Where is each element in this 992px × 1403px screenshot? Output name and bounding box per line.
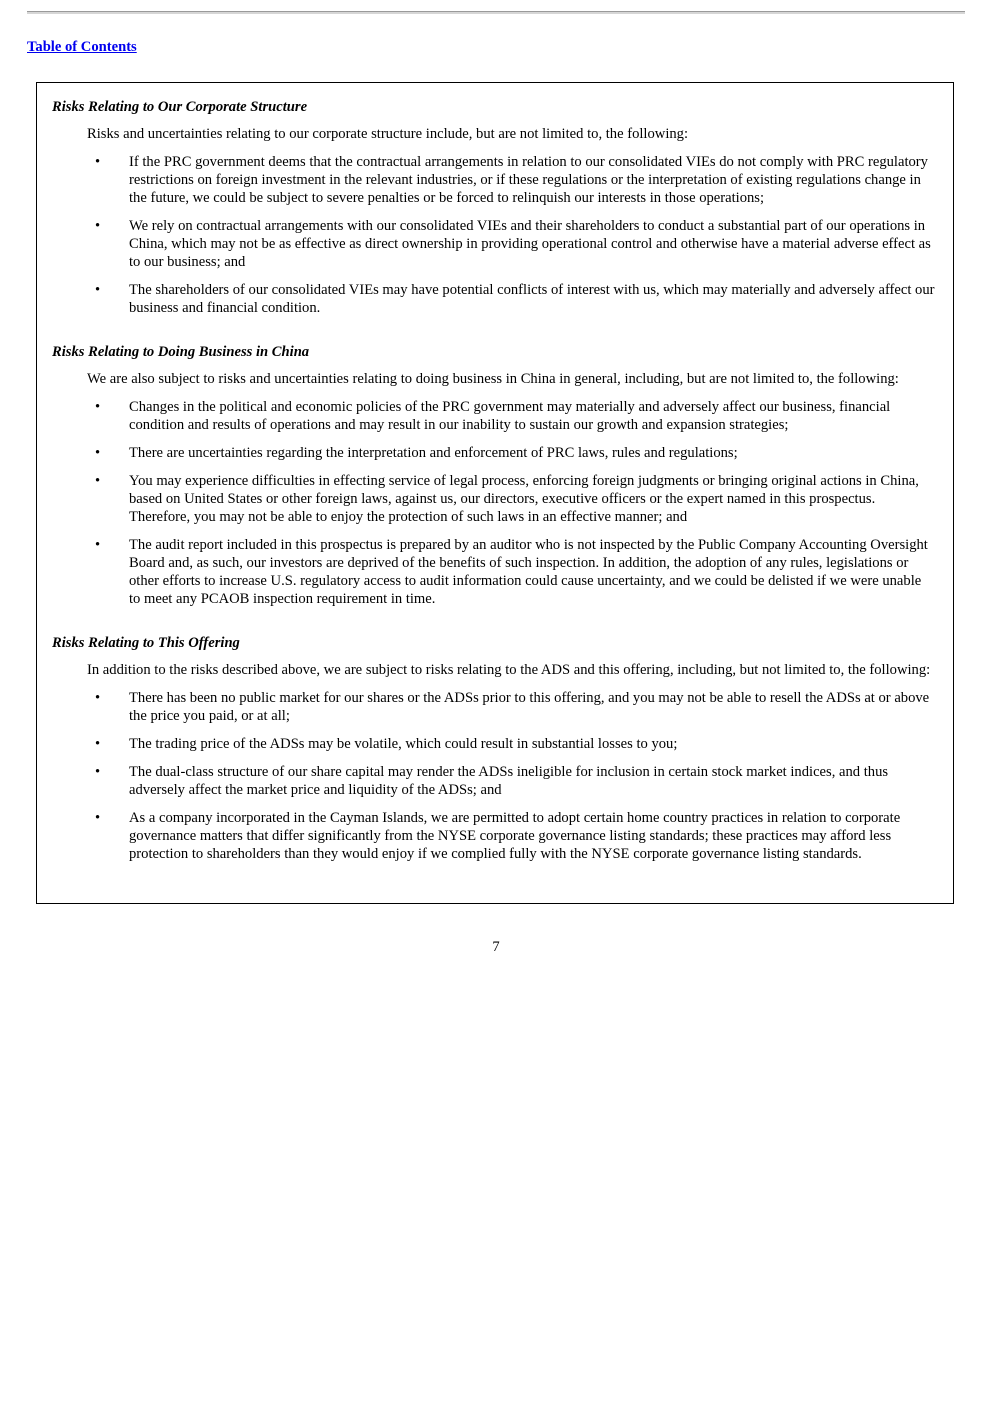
top-rule [27,11,965,14]
bullet-icon: • [95,445,101,461]
bullet-icon: • [95,690,101,706]
list-item [52,217,936,271]
bullet-text: The audit report included in this prospectus is prepared by an auditor who is not inspected by the Public Company Accounting Oversight Board and, as such, our investors are deprived of the benefits of such inspection. In addition, the adoption of any rules, legislations or other efforts to increase U.S. regulatory access to audit information could cause uncertainty, and we could be delisted if we were unable to meet any PCAOB inspection requirement in time. [129,537,928,607]
list-item [52,153,936,207]
list-item [52,444,936,462]
list-item [52,809,936,863]
bullet-text: There has been no public market for our shares or the ADSs prior to this offering, and you may not be able to resell the ADSs at or above the price you paid, or at all; [129,690,930,724]
section-heading: Risks Relating to This Offering [52,635,240,651]
bullet-list [52,398,936,608]
list-item [52,763,936,799]
bullet-text: You may experience difficulties in effecting service of legal process, enforcing foreign judgments or bringing original actions in China, based on United States or other foreign laws, against us, our directors, executive officers or the expert named in this prospectus. Therefore, you may not be able to enjoy the protection of such laws in an effective manner; and [129,473,919,525]
bullet-text: The trading price of the ADSs may be volatile, which could result in substantial losses to you; [129,736,678,752]
bullet-icon: • [95,810,101,826]
bullet-icon: • [95,764,101,780]
section-intro: In addition to the risks described above, we are subject to risks relating to the ADS and this offering, including, but not limited to, the following: [87,662,931,678]
bullet-icon: • [95,537,101,553]
section-intro: We are also subject to risks and uncertainties relating to doing business in China in general, including, but are not limited to, the following: [87,371,899,387]
section-corporate-structure [52,98,936,317]
list-item [52,398,936,434]
bullet-list [52,689,936,863]
bullet-icon: • [95,282,101,298]
section-this-offering [52,634,936,863]
table-of-contents-link[interactable]: Table of Contents [27,39,137,55]
section-doing-business-china [52,343,936,608]
bullet-icon: • [95,473,101,489]
bullet-icon: • [95,399,101,415]
section-heading: Risks Relating to Doing Business in China [52,344,310,360]
bullet-text: If the PRC government deems that the contractual arrangements in relation to our consolidated VIEs do not comply with PRC regulatory restrictions on foreign investment in the relevant industries, or if these regulations or the interpretation of existing regulations change in the future, we could be subject to severe penalties or be forced to relinquish our interests in those operations; [129,154,928,206]
page-number: 7 [492,939,500,955]
bullet-text: The shareholders of our consolidated VIEs may have potential conflicts of interest with us, which may materially and adversely affect our business and financial condition. [129,282,935,316]
bullet-text: The dual-class structure of our share capital may render the ADSs ineligible for inclusion in certain stock market indices, and thus adversely affect the market price and liquidity of the ADSs; and [129,764,889,798]
section-heading: Risks Relating to Our Corporate Structure [52,99,308,115]
bullet-text: We rely on contractual arrangements with our consolidated VIEs and their shareholders to conduct a substantial part of our operations in China, which may not be as effective as direct ownership in providing operational control and otherwise have a material adverse effect as to our business; and [129,218,931,270]
risk-box-content [52,98,936,889]
bullet-icon: • [95,218,101,234]
bullet-list [52,153,936,317]
bullet-text: There are uncertainties regarding the interpretation and enforcement of PRC laws, rules and regulations; [129,445,738,461]
bullet-icon: • [95,154,101,170]
section-intro: Risks and uncertainties relating to our corporate structure include, but are not limited to, the following: [87,126,689,142]
summary-risk-box [36,82,954,904]
list-item [52,689,936,725]
bullet-text: As a company incorporated in the Cayman Islands, we are permitted to adopt certain home country practices in relation to corporate governance matters that differ significantly from the NYSE corporate governance listing standards; these practices may afford less protection to shareholders than they would enjoy if we complied fully with the NYSE corporate governance listing standards. [129,810,901,862]
list-item [52,281,936,317]
bullet-text: Changes in the political and economic policies of the PRC government may materially and adversely affect our business, financial condition and results of operations and may result in our inability to sustain our growth and expansion strategies; [129,399,891,433]
bullet-icon: • [95,736,101,752]
list-item [52,735,936,753]
list-item [52,536,936,608]
list-item [52,472,936,526]
